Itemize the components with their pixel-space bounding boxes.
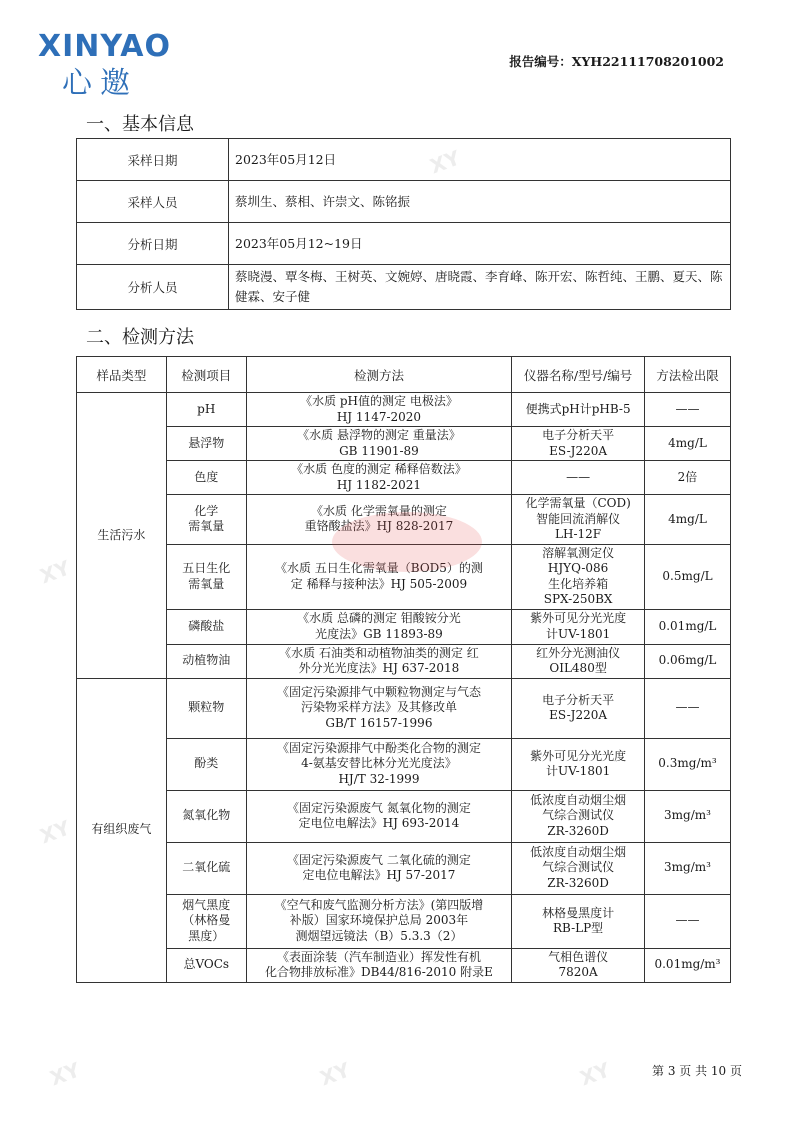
detection-limit-cell: 0.01mg/L [645,609,731,644]
logo-text-cn: 心邀 [62,66,138,101]
method-cell: 《水质 五日生化需氧量（BOD5）的测 定 稀释与接种法》HJ 505-2009 [246,544,512,609]
table-row [77,790,731,842]
table-row [77,181,731,223]
basic-info-table [76,138,731,310]
method-cell: 《水质 总磷的测定 钼酸铵分光 光度法》GB 11893-89 [246,609,512,644]
table-row [77,894,731,948]
logo-text-en: XINYAO [38,29,171,64]
test-item-cell: 五日生化 需氧量 [166,544,246,609]
table-row [77,223,731,265]
methods-table [76,356,731,983]
method-cell: 《水质 石油类和动植物油类的测定 红 外分光光度法》HJ 637-2018 [246,644,512,678]
instrument-cell: 溶解氧测定仪 HJYQ-086 生化培养箱 SPX-250BX [512,544,645,609]
method-cell: 《水质 色度的测定 稀释倍数法》 HJ 1182-2021 [246,461,512,495]
test-item-cell: 颗粒物 [166,678,246,738]
table-row [77,644,731,678]
method-cell: 《表面涂装（汽车制造业）挥发性有机 化合物排放标准》DB44/816-2010 附录E [246,948,512,982]
table-row [77,265,731,310]
column-header: 仪器名称/型号/编号 [512,357,645,393]
test-item-cell: 化学 需氧量 [166,495,246,545]
test-item-cell: 色度 [166,461,246,495]
detection-limit-cell: 0.06mg/L [645,644,731,678]
detection-limit-cell: 4mg/L [645,495,731,545]
sample-type-cell: 有组织废气 [77,678,167,982]
info-label: 分析日期 [77,223,229,265]
instrument-cell: 低浓度自动烟尘烟 气综合测试仪 ZR-3260D [512,790,645,842]
table-header-row [77,357,731,393]
test-item-cell: 烟气黑度 （林格曼 黑度） [166,894,246,948]
method-cell: 《水质 pH值的测定 电极法》 HJ 1147-2020 [246,393,512,427]
instrument-cell: 紫外可见分光光度 计UV-1801 [512,738,645,790]
table-row [77,427,731,461]
detection-limit-cell: 3mg/m³ [645,842,731,894]
column-header: 样品类型 [77,357,167,393]
test-item-cell: 氮氧化物 [166,790,246,842]
table-row [77,738,731,790]
table-row [77,678,731,738]
test-item-cell: 动植物油 [166,644,246,678]
test-item-cell: 二氧化硫 [166,842,246,894]
info-value: 蔡圳生、蔡相、许崇文、陈铭振 [229,181,731,223]
info-label: 采样日期 [77,139,229,181]
instrument-cell: 红外分光测油仪 OIL480型 [512,644,645,678]
test-item-cell: pH [166,393,246,427]
column-header: 检测方法 [246,357,512,393]
watermark: XY [36,815,74,849]
table-row [77,139,731,181]
table-row [77,842,731,894]
method-cell: 《水质 悬浮物的测定 重量法》 GB 11901-89 [246,427,512,461]
method-cell: 《固定污染源废气 二氧化硫的测定 定电位电解法》HJ 57-2017 [246,842,512,894]
watermark: XY [426,145,464,179]
test-item-cell: 磷酸盐 [166,609,246,644]
report-number: 报告编号：XYH22111708201002 [509,54,724,69]
method-cell: 《固定污染源排气中颗粒物测定与气态 污染物采样方法》及其修改单 GB/T 16157-1996 [246,678,512,738]
instrument-cell: 电子分析天平 ES-J220A [512,678,645,738]
company-logo [38,29,171,110]
detection-limit-cell: 0.3mg/m³ [645,738,731,790]
sample-type-cell: 生活污水 [77,393,167,679]
detection-limit-cell: 2倍 [645,461,731,495]
method-cell: 《水质 化学需氧量的测定 重铬酸盐法》HJ 828-2017 [246,495,512,545]
table-row [77,495,731,545]
detection-limit-cell: —— [645,678,731,738]
instrument-cell: 化学需氧量（COD) 智能回流消解仪 LH-12F [512,495,645,545]
detection-limit-cell: 0.01mg/m³ [645,948,731,982]
section-title-basic-info: 一、基本信息 [86,114,194,135]
method-cell: 《空气和废气监测分析方法》(第四版增 补版）国家环境保护总局 2003年 测烟望远镜法（B）5.3.3（2） [246,894,512,948]
table-row [77,461,731,495]
table-row [77,544,731,609]
instrument-cell: 便携式pH计pHB-5 [512,393,645,427]
detection-limit-cell: 0.5mg/L [645,544,731,609]
test-item-cell: 悬浮物 [166,427,246,461]
watermark: XY [316,1057,354,1091]
test-item-cell: 酚类 [166,738,246,790]
info-label: 采样人员 [77,181,229,223]
detection-limit-cell: —— [645,393,731,427]
instrument-cell: 紫外可见分光光度 计UV-1801 [512,609,645,644]
instrument-cell: —— [512,461,645,495]
method-cell: 《固定污染源排气中酚类化合物的测定 4-氨基安替比林分光光度法》 HJ/T 32-1999 [246,738,512,790]
page-number: 第 3 页 共 10 页 [652,1064,742,1078]
watermark: XY [576,1057,614,1091]
watermark: XY [36,555,74,589]
info-value: 蔡晓漫、覃冬梅、王树英、文婉婷、唐晓霞、李育峰、陈开宏、陈哲纯、王鹏、夏天、陈健霖、安子健 [229,265,731,310]
detection-limit-cell: —— [645,894,731,948]
instrument-cell: 林格曼黑度计 RB-LP型 [512,894,645,948]
info-label: 分析人员 [77,265,229,310]
method-cell: 《固定污染源废气 氮氧化物的测定 定电位电解法》HJ 693-2014 [246,790,512,842]
info-value: 2023年05月12日 [229,139,731,181]
instrument-cell: 电子分析天平 ES-J220A [512,427,645,461]
info-value: 2023年05月12~19日 [229,223,731,265]
instrument-cell: 低浓度自动烟尘烟 气综合测试仪 ZR-3260D [512,842,645,894]
column-header: 方法检出限 [645,357,731,393]
detection-limit-cell: 4mg/L [645,427,731,461]
table-row [77,948,731,982]
watermark: XY [46,1057,84,1091]
instrument-cell: 气相色谱仪 7820A [512,948,645,982]
table-row [77,609,731,644]
column-header: 检测项目 [166,357,246,393]
section-title-methods: 二、检测方法 [86,327,194,348]
test-item-cell: 总VOCs [166,948,246,982]
detection-limit-cell: 3mg/m³ [645,790,731,842]
table-row [77,393,731,427]
